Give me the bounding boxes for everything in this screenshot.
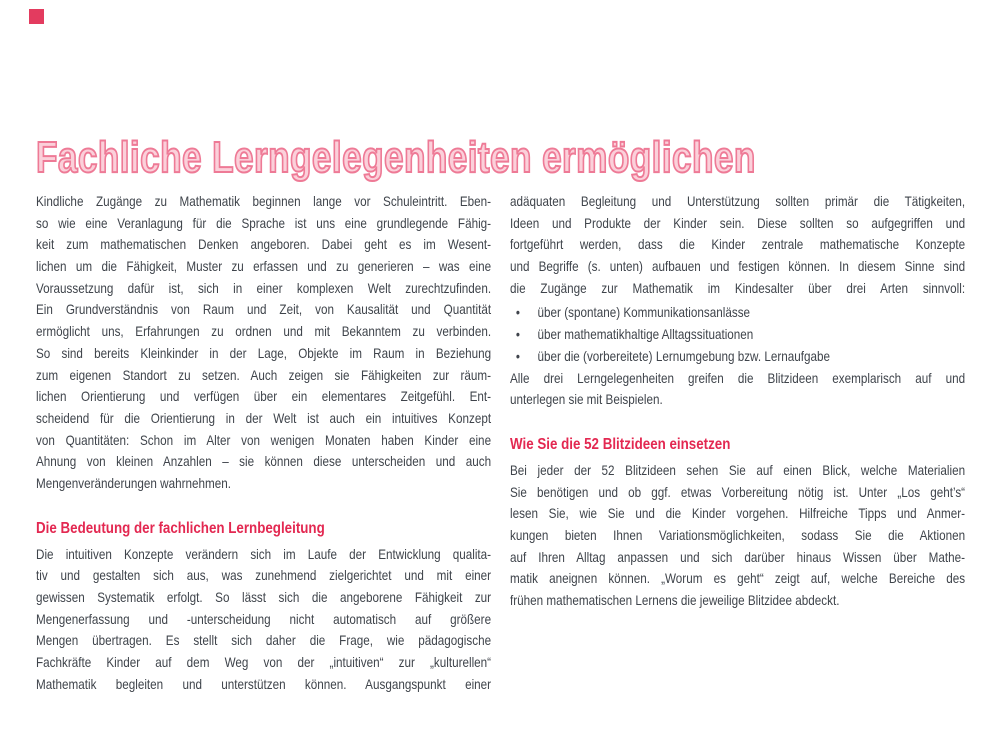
text-line: keit zum mathematischen Denken angeboren. Dabei geht es im Wesent- bbox=[36, 236, 492, 253]
paragraph bbox=[510, 368, 965, 411]
text-line: matik aneignen können. „Worum es geht“ zeigt auf, welche Bereiche des bbox=[510, 570, 966, 587]
bullet-list bbox=[510, 302, 965, 367]
paragraph bbox=[36, 544, 491, 696]
text-line: ermöglicht uns, Erfahrungen zu ordnen und mit Bekanntem zu verbinden. bbox=[36, 323, 492, 340]
bullet-item bbox=[510, 302, 993, 324]
text-line: Voraussetzung dafür ist, sich in einer komplexen Welt zurechtzufinden. bbox=[36, 279, 492, 296]
text-line: lesen Sie, wie Sie und die Kinder vorgehen. Hilfreiche Tipps und Anmer- bbox=[510, 505, 966, 522]
text-line: kungen bieten Ihnen Variationsmöglichkeiten, sodass Sie die Aktionen bbox=[510, 526, 966, 543]
bullet-item bbox=[510, 346, 993, 368]
text-line: Sie benötigen und ob ggf. etwas Vorbereitung nötig ist. Unter „Los geht’s“ bbox=[510, 483, 966, 500]
text-line: Mengen übertragen. Es stellt sich daher die Frage, wie pädagogische bbox=[36, 632, 492, 649]
text-line: Mathematik begleiten und unterstützen können. Ausgangspunkt einer bbox=[36, 675, 492, 692]
text-line: lichen um die Fähigkeit, Muster zu erfassen und zu generieren – was eine bbox=[36, 258, 492, 275]
text-line: von Quantitäten: Schon im Alter von wenigen Monaten haben Kinder eine bbox=[36, 431, 492, 448]
bullet-text: über mathematikhaltige Alltagssituationen bbox=[537, 326, 754, 343]
bullet-item bbox=[510, 324, 993, 346]
text-line: So sind bereits Kleinkinder in der Lage, Objekte im Raum in Beziehung bbox=[36, 344, 492, 361]
text-line: Ideen und Produkte der Kinder sein. Diese sollten so aufgegriffen und bbox=[510, 214, 966, 231]
column-left bbox=[36, 191, 491, 695]
text-line: Ahnung von kleinen Anzahlen – sie können diese unterscheiden und auch bbox=[36, 453, 492, 470]
bullet-icon: • bbox=[515, 326, 520, 343]
text-line: Ein Grundverständnis von Raum und Zeit, von Kausalität und Quantität bbox=[36, 301, 492, 318]
bullet-text: über (spontane) Kommunikationsanlässe bbox=[537, 304, 751, 321]
paragraph bbox=[36, 191, 491, 495]
text-line: Mengenerfassung und -unterscheidung nicht automatisch auf größere bbox=[36, 610, 492, 627]
text-line: tiv und gestalten sich aus, was zunehmend zielgerichtet und mit einer bbox=[36, 567, 492, 584]
bullet-icon: • bbox=[515, 304, 520, 321]
text-line: unterlegen sie mit Beispielen. bbox=[510, 391, 663, 408]
text-line: auf Ihren Alltag anpassen und sich darüber hinaus Wissen über Mathe- bbox=[510, 548, 966, 565]
text-line: fortgeführt werden, dass die Kinder zentrale mathematische Konzepte bbox=[510, 236, 966, 253]
text-line: frühen mathematischen Lernens die jeweilige Blitzidee abdeckt. bbox=[510, 592, 840, 608]
corner-marker bbox=[29, 9, 44, 24]
bullet-text: über die (vorbereitete) Lernumgebung bzw. Lernaufgabe bbox=[537, 347, 831, 364]
text-line: Kindliche Zugänge zu Mathematik beginnen lange vor Schuleintritt. Eben- bbox=[36, 193, 492, 209]
column-right bbox=[510, 191, 965, 612]
section-heading: Die Bedeutung der fachlichen Lernbegleitung bbox=[36, 519, 325, 537]
text-line: lichen Orientierung und verfügen über ein elementares Zeitgefühl. Ent- bbox=[36, 388, 492, 405]
text-line: und Begriffe (s. unten) aufbauen und festigen können. In diesem Sinne sind bbox=[510, 258, 966, 275]
bullet-icon: • bbox=[515, 347, 520, 364]
text-line: Fachkräfte Kinder auf dem Weg von der „intuitiven“ zur „kulturellen“ bbox=[36, 654, 492, 671]
text-line: adäquaten Begleitung und Unterstützung sollten primär die Tätigkeiten, bbox=[510, 193, 966, 209]
page-title: Fachliche Lerngelegenheiten ermöglichen bbox=[36, 133, 756, 183]
section-heading: Wie Sie die 52 Blitzideen einsetzen bbox=[510, 435, 731, 453]
paragraph bbox=[510, 191, 965, 299]
text-line: Bei jeder der 52 Blitzideen sehen Sie auf einen Blick, welche Materialien bbox=[510, 461, 966, 478]
text-line: Alle drei Lerngelegenheiten greifen die Blitzideen exemplarisch auf und bbox=[510, 369, 966, 386]
text-line: Mengenveränderungen wahrnehmen. bbox=[36, 474, 231, 491]
text-line: zum eigenen Standort zu setzen. Auch zeigen sie Fähigkeiten zur räum- bbox=[36, 366, 492, 383]
text-line: so wie eine Veranlagung für die Sprache ist uns eine grundlegende Fähig- bbox=[36, 214, 492, 231]
text-line: Die intuitiven Konzepte verändern sich im Laufe der Entwicklung qualita- bbox=[36, 545, 492, 562]
text-line: scheidend für die Orientierung in der Welt ist auch ein intuitives Konzept bbox=[36, 409, 492, 426]
paragraph bbox=[510, 460, 965, 612]
text-line: die Zugänge zur Mathematik im Kindesalter über drei Arten sinnvoll: bbox=[510, 279, 966, 296]
text-line: gewissen Systematik erfolgt. So lässt sich die angeborene Fähigkeit zur bbox=[36, 589, 492, 605]
